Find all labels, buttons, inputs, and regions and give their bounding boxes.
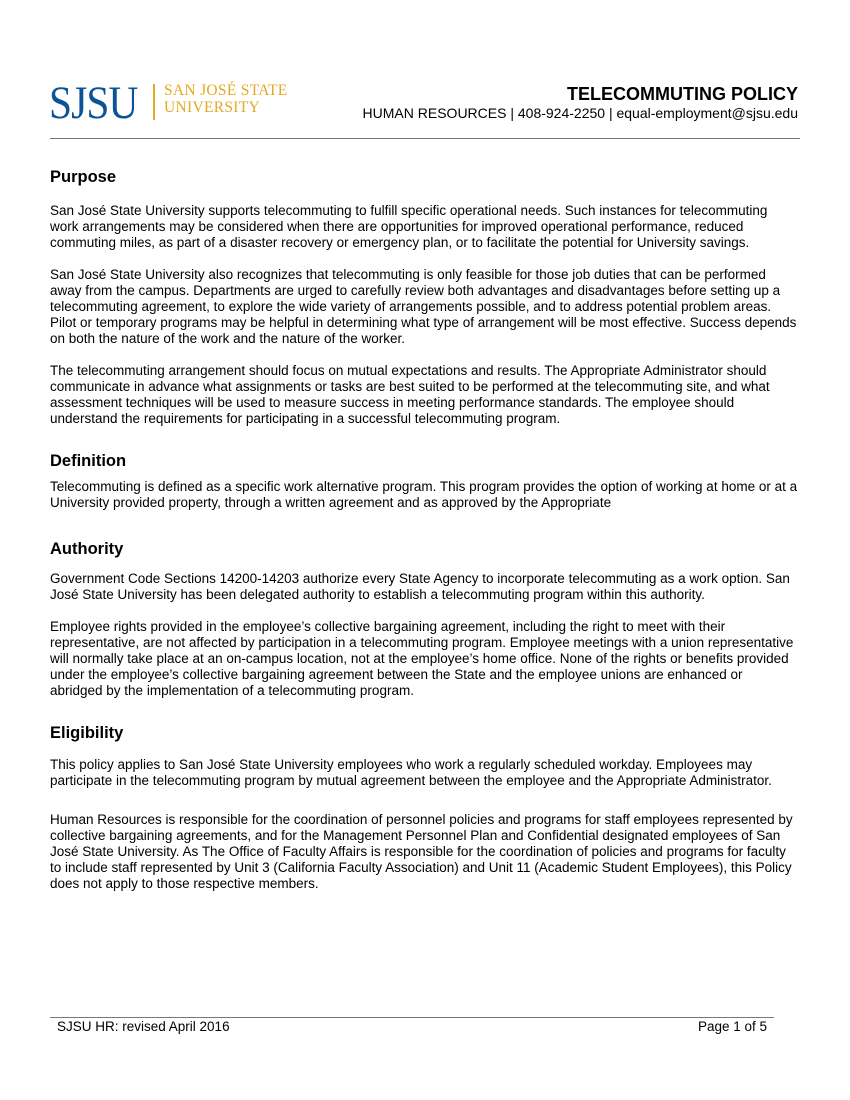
document-subtitle: HUMAN RESOURCES | 408-924-2250 | equal-employment@sjsu.edu	[362, 105, 798, 121]
page-number: Page 1 of 5	[697, 1019, 767, 1034]
paragraph: The telecommuting arrangement should focus on mutual expectations and results. The Appropriate Administrator should communicate in advance what assignments or tasks are best suited to be performed at the telecommuting site, and what assessment techniques will be used to measure success in meeting performance standards. The employee should understand the requirements for participating in a successful telecommuting program.	[50, 363, 770, 426]
logo-line-1: SAN JOSÉ STATE	[164, 82, 288, 99]
section-eligibility	[50, 723, 798, 892]
paragraph: Telecommuting is defined as a specific work alternative program. This program provides the option of working at home or at a University provided property, through a written agreement and as approved by the Appropriate	[50, 479, 798, 510]
paragraph: This policy applies to San José State University employees who work a regularly scheduled workday. Employees may participate in the telecommuting program by mutual agreement between the employee and the Appropriate Administrator.	[50, 757, 772, 788]
document-body	[50, 167, 798, 892]
paragraph: Government Code Sections 14200-14203 authorize every State Agency to incorporate telecommuting as a work option. San José State University has been delegated authority to establish a telecommuting program within this authority.	[50, 571, 790, 602]
section-heading: Authority	[50, 540, 124, 558]
logo-divider	[153, 84, 155, 120]
section-authority	[50, 539, 798, 699]
footer-revision: SJSU HR: revised April 2016	[57, 1019, 230, 1034]
paragraph: San José State University also recognizes that telecommuting is only feasible for those job duties that can be performed away from the campus. Departments are urged to carefully review both advantages and disadvantages before setting up a telecommuting agreement, to explore the wide variety of arrangements possible, and to address potential problem areas. Pilot or temporary programs may be helpful in determining what type of arrangement will be most effective. Success depends on both the nature of the work and the nature of the worker.	[50, 267, 797, 346]
logo-line-2: UNIVERSITY	[164, 99, 260, 116]
paragraph: San José State University supports telecommuting to fulfill specific operational needs. Such instances for telecommuting work arrangements may be considered when there are opportunities for improved operational performance, reduced commuting miles, as part of a disaster recovery or emergency plan, or to facilitate the potential for University savings.	[50, 203, 768, 250]
paragraph: Human Resources is responsible for the coordination of personnel policies and programs for staff employees represented by collective bargaining agreements, and for the Management Personnel Plan and Confidential designated employees of San José State University. As The Office of Faculty Affairs is responsible for the coordination of policies and programs for faculty to include staff represented by Unit 3 (California Faculty Association) and Unit 11 (Academic Student Employees), this Policy does not apply to those respective members.	[50, 812, 793, 891]
logo-mark: SJSU	[49, 77, 138, 129]
paragraph: Employee rights provided in the employee’s collective bargaining agreement, including the right to meet with their representative, are not affected by participation in a telecommuting program. Employee meetings with a union representative will normally take place at an on-campus location, not at the employee’s home office. None of the rights or benefits provided under the employee’s collective bargaining agreement between the State and the employee unions are enhanced or abridged by the implementation of a telecommuting program.	[50, 619, 794, 698]
section-definition	[50, 451, 798, 511]
logo-wordmark	[164, 82, 288, 116]
section-heading: Purpose	[50, 168, 117, 186]
header-divider	[50, 138, 800, 139]
footer-divider	[50, 1017, 774, 1018]
section-heading: Definition	[50, 452, 127, 470]
section-purpose	[50, 167, 798, 427]
section-heading: Eligibility	[50, 724, 124, 742]
document-title: TELECOMMUTING POLICY	[567, 84, 798, 104]
